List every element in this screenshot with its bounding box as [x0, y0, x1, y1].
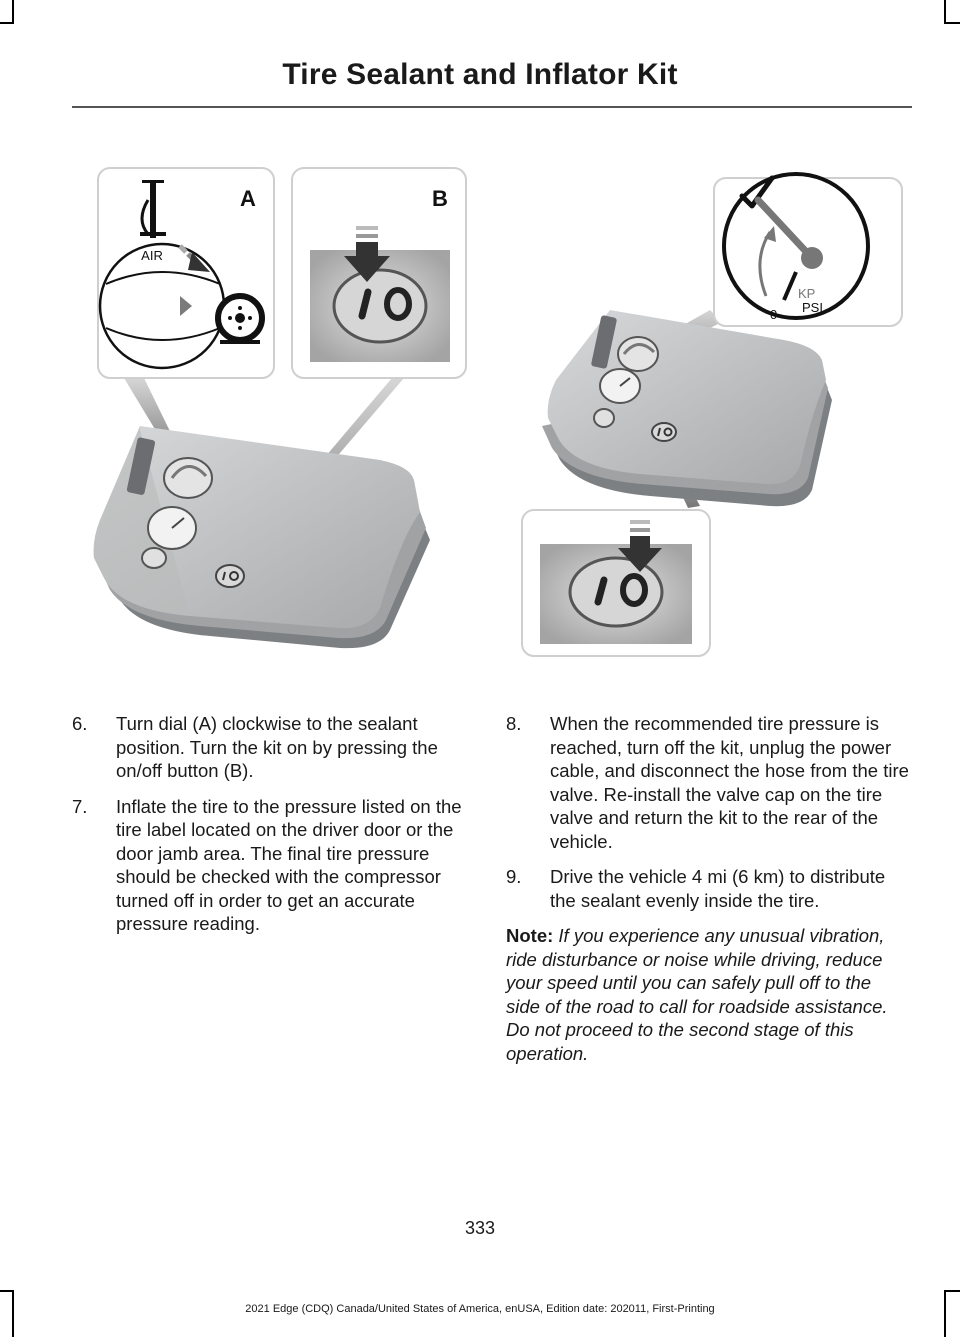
- step-text: Drive the vehicle 4 mi (6 km) to distribute the sealant evenly inside the tire.: [550, 866, 886, 911]
- label-b: B: [432, 186, 448, 211]
- tire-inflator-kit-illustration: [80, 160, 920, 680]
- step-number: 8.: [506, 713, 522, 734]
- port-on-kit: [142, 548, 166, 568]
- air-label: AIR: [141, 248, 163, 263]
- gauge-zero-label: 0: [770, 307, 778, 322]
- footer-edition-text: 2021 Edge (CDQ) Canada/United States of America, enUSA, Edition date: 202011, First-Printing: [245, 1303, 715, 1315]
- step-text: Turn dial (A) clockwise to the sealant position. Turn the kit on by pressing the on/off button (B).: [116, 713, 438, 781]
- dial-a-on-kit: [164, 458, 212, 498]
- inflator-kit-right: [542, 310, 832, 506]
- right-column: [506, 712, 910, 1084]
- left-column: [72, 712, 476, 948]
- spare-tire-icon: [218, 296, 262, 344]
- crop-mark-bottom-left-h: [0, 1290, 14, 1292]
- crop-mark-top-left-v: [12, 0, 14, 24]
- button-b-enlarged: [334, 270, 426, 342]
- page-title: Tire Sealant and Inflator Kit: [282, 58, 678, 91]
- step-text: Inflate the tire to the pressure listed on the tire label located on the driver door or the door jamb area. The final tire pressure should be checked with the compressor turned off in order to get an accurate pressure reading.: [116, 795, 462, 934]
- note-text: If you experience any unusual vibration, ride disturbance or noise while driving, reduce your speed until you can safely pull off to the side of the road to call for roadside assistance. Do not proceed to the second stage of this operation.: [506, 925, 888, 1064]
- note-label: Note:: [506, 925, 554, 946]
- step-number: 6.: [72, 713, 88, 734]
- inflator-kit-left: [94, 426, 430, 648]
- note: [506, 924, 910, 1065]
- list-item: [506, 865, 910, 912]
- list-item: [72, 712, 476, 783]
- gauge-kp-label: KP: [798, 286, 816, 301]
- steps-list-left: [72, 712, 476, 936]
- page-number: 333: [464, 1218, 496, 1238]
- steps-list-right: [506, 712, 910, 912]
- list-item: [72, 795, 476, 936]
- gauge-psi-label: PSI: [802, 300, 823, 315]
- label-a: A: [240, 186, 256, 211]
- button-panel-right: [522, 510, 710, 656]
- header-divider: [72, 106, 912, 108]
- crop-mark-top-left-h: [0, 22, 14, 24]
- crop-mark-top-right-h: [944, 22, 960, 24]
- crop-mark-top-right-v: [944, 0, 946, 24]
- crop-mark-bottom-right-h: [944, 1290, 960, 1292]
- step-number: 9.: [506, 866, 522, 887]
- step-number: 7.: [72, 795, 88, 817]
- list-item: [506, 712, 910, 853]
- step-text: When the recommended tire pressure is reached, turn off the kit, unplug the power cable, and disconnect the hose from the tire valve. Re-install the valve cap on the tire valve and return the kit to the rear of the vehicle.: [550, 713, 909, 852]
